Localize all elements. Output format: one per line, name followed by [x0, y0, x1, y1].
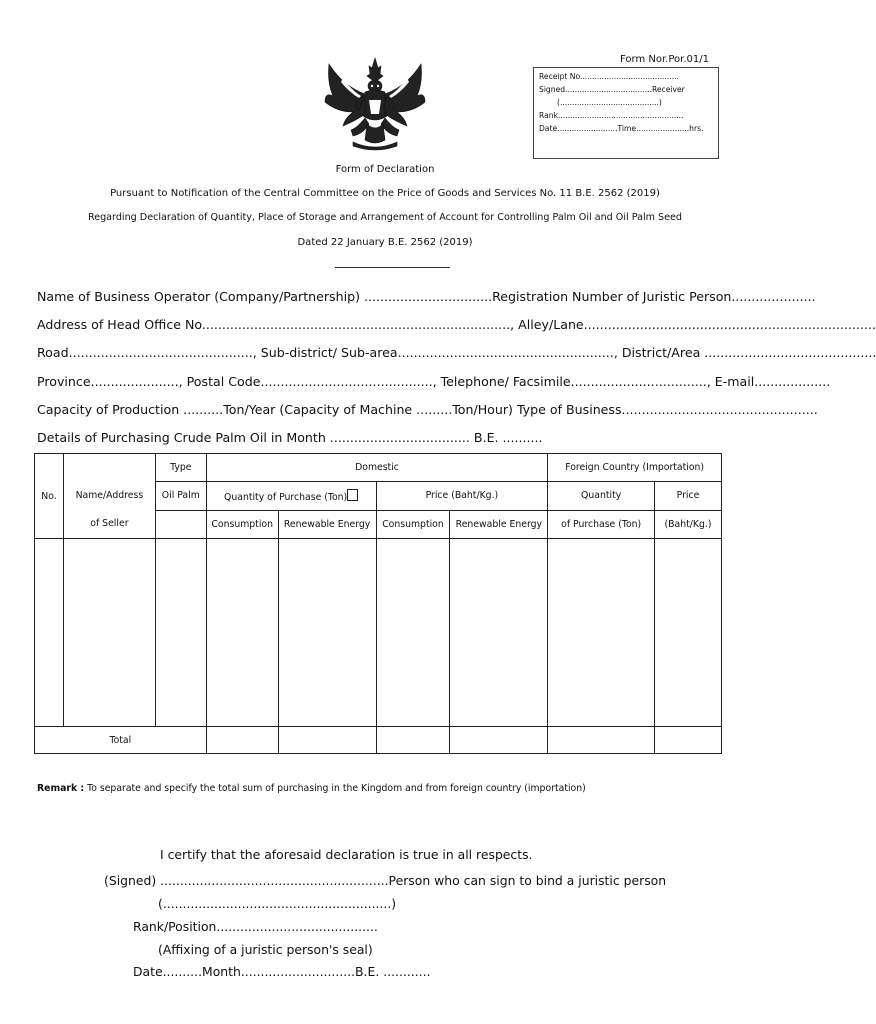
- consumption-header-2: Consumption: [376, 510, 450, 538]
- receipt-date-time: Date.........................Time......................hrs.: [539, 124, 704, 133]
- receipt-name: (.........................................): [557, 98, 662, 107]
- consumption-header: Consumption: [206, 510, 278, 538]
- type-blank-cell: [155, 510, 206, 538]
- form-title: Form of Declaration: [335, 164, 435, 175]
- price-header: Price (Baht/Kg.): [376, 482, 548, 510]
- receipt-box: [533, 67, 719, 159]
- renewable-header: Renewable Energy: [278, 510, 376, 538]
- rank-position-line: Rank/Position.........................................: [133, 919, 378, 934]
- foreign-qty-header: Quantity: [548, 482, 655, 510]
- capacity-line: Capacity of Production ..........Ton/Year (Capacity of Machine .........Ton/Hour) Type of Business.................................................: [37, 402, 818, 417]
- remark-label: Remark :: [37, 783, 85, 794]
- seal-note: (Affixing of a juristic person's seal): [158, 942, 373, 957]
- remark: [37, 783, 586, 794]
- renewable-header-2: Renewable Energy: [450, 510, 548, 538]
- dated-line: Dated 22 January B.E. 2562 (2019): [297, 237, 473, 248]
- total-label: Total: [35, 727, 207, 754]
- receipt-rank: Rank....................................................: [539, 111, 684, 120]
- title-divider: [335, 267, 450, 268]
- signed-line: (Signed) ..........................................................Person who can sign to bind a juristic person: [104, 873, 667, 888]
- signature-date-line: Date..........Month.............................B.E. ............: [133, 964, 431, 979]
- remark-text: To separate and specify the total sum of purchasing in the Kingdom and from foreign country (importation): [84, 783, 586, 794]
- col-type-oilpalm: Oil Palm: [155, 482, 206, 510]
- col-no-header: No.: [35, 454, 64, 539]
- form-code: Form Nor.Por.01/1: [620, 54, 709, 65]
- qty-purchase-header: Quantity of Purchase (Ton): [206, 482, 376, 510]
- certify-statement: I certify that the aforesaid declaration is true in all respects.: [160, 847, 533, 862]
- address-line: Address of Head Office No............................................................................., Alley/Lane.........................................................................: [37, 317, 876, 332]
- checkbox-icon: [347, 489, 358, 501]
- domestic-header: Domestic: [206, 454, 548, 482]
- foreign-price-unit: (Baht/Kg.): [655, 510, 722, 538]
- purchase-table: [34, 453, 722, 754]
- purchasing-details-line: Details of Purchasing Crude Palm Oil in Month ................................... B.E. ..........: [37, 430, 543, 445]
- province-line: Province......................, Postal Code..........................................., Telephone/ Facsimile.................................., E-mail...................: [37, 374, 831, 389]
- table-row: [35, 539, 722, 727]
- signer-name-line: (..........................................................): [158, 896, 397, 911]
- notification-line: Pursuant to Notification of the Central Committee on the Price of Goods and Services No. 11 B.E. 2562 (2019): [110, 188, 660, 199]
- receipt-no: Receipt No.........................................: [539, 72, 679, 81]
- road-line: Road.............................................., Sub-district/ Sub-area......................................................, District/Area ...........................................: [37, 345, 876, 360]
- total-row: [35, 727, 722, 754]
- receipt-signed: Signed....................................Receiver: [539, 85, 685, 94]
- foreign-qty-unit: of Purchase (Ton): [548, 510, 655, 538]
- regarding-line: Regarding Declaration of Quantity, Place of Storage and Arrangement of Account for Controlling Palm Oil and Oil Palm Seed: [87, 212, 683, 223]
- business-operator-line: Name of Business Operator (Company/Partnership) ................................Registration Number of Juristic Person.....................: [37, 289, 816, 304]
- col-seller-header: Name/Address of Seller: [63, 454, 155, 539]
- col-type-header: Type: [155, 454, 206, 482]
- foreign-header: Foreign Country (Importation): [548, 454, 722, 482]
- foreign-price-header: Price: [655, 482, 722, 510]
- garuda-emblem-icon: [323, 56, 427, 152]
